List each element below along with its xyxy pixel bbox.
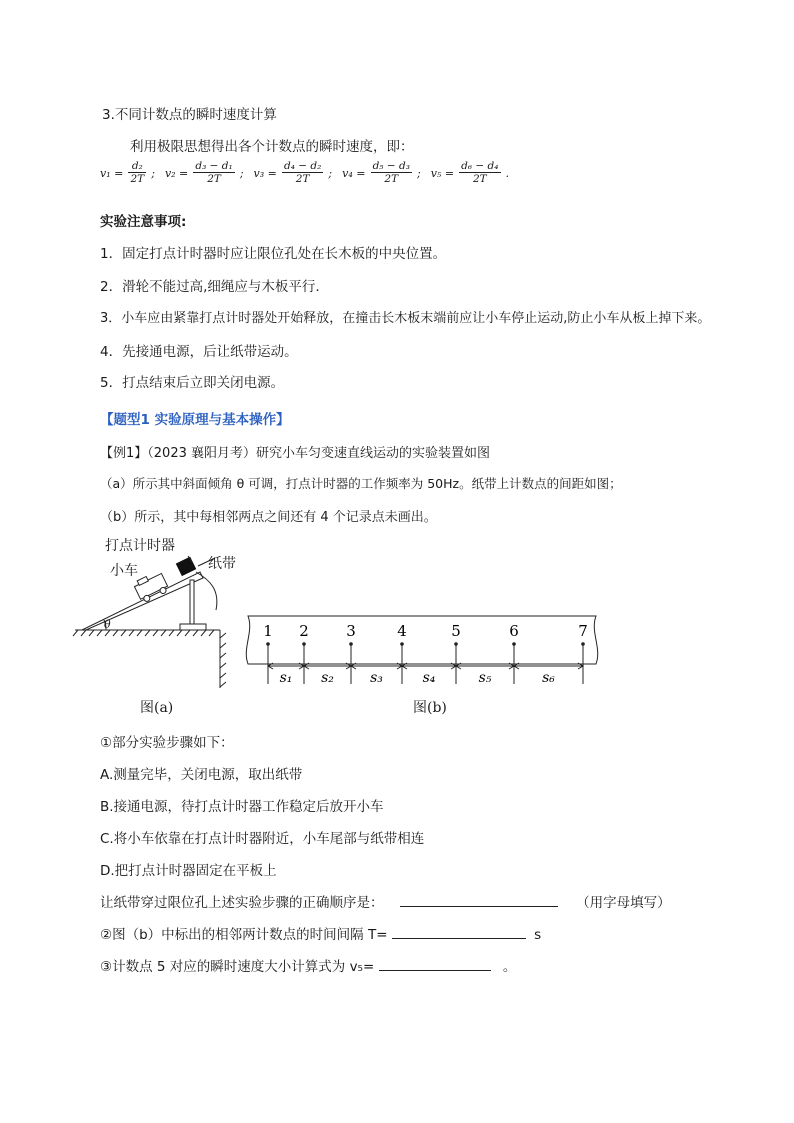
timer-label: 打点计时器	[105, 538, 175, 554]
q3-line	[100, 955, 516, 975]
figure-b-tape	[240, 612, 604, 692]
q2-answer-blank[interactable]	[392, 926, 526, 939]
tape-point-label: 7	[578, 622, 588, 640]
formula: v₃ = $\frac{\text{d₄ − d₂}}{2T}$ ;	[253, 160, 333, 185]
theta-label: θ	[104, 618, 111, 631]
example-line: 【例1】（2023 襄阳月考）研究小车匀变速直线运动的实验装置如图	[100, 446, 490, 461]
q2-text: ②图（b）中标出的相邻两计数点的时间间隔 T=	[100, 927, 388, 943]
formula: v₄ = $\frac{\text{d₅ − d₃}}{2T}$ ;	[342, 160, 421, 185]
note-item: 5．打点结束后立即关闭电源。	[100, 375, 285, 391]
section-intro: 利用极限思想得出各个计数点的瞬时速度，即：	[130, 139, 414, 155]
q3-answer-blank[interactable]	[379, 958, 491, 971]
post-base	[180, 624, 206, 630]
order-question-line	[100, 891, 671, 911]
segment-label: s₃	[370, 670, 383, 686]
formula: v₅ = $\frac{\text{d₆ − d₄}}{2T}$ .	[430, 160, 510, 185]
car-label: 小车	[110, 563, 138, 579]
section-heading: 3.不同计数点的瞬时速度计算	[102, 107, 277, 123]
step-item: A.测量完毕，关闭电源，取出纸带	[100, 767, 303, 783]
steps-intro: ①部分实验步骤如下：	[100, 735, 234, 751]
note-item: 1．固定打点计时器时应让限位孔处在长木板的中央位置。	[100, 246, 447, 262]
step-item: C.将小车依靠在打点计时器附近，小车尾部与纸带相连	[100, 831, 425, 847]
order-question: 让纸带穿过限位孔上述实验步骤的正确顺序是：	[100, 895, 384, 911]
example-line: （a）所示其中斜面倾角 θ 可调，打点计时器的工作频率为 50Hz。纸带上计数点的间距如图；	[100, 476, 622, 491]
timer	[176, 557, 197, 577]
q2-unit: s	[534, 927, 542, 943]
order-hint: （用字母填写）	[576, 895, 671, 911]
support-post	[190, 580, 194, 624]
segment-label: s₂	[321, 670, 334, 686]
step-item: D.把打点计时器固定在平板上	[100, 863, 277, 879]
note-item: 3．小车应由紧靠打点计时器处开始释放，在撞击长木板末端前应让小车停止运动,防止小车从板上掉下来。	[100, 311, 711, 326]
tape-point-label: 3	[346, 622, 356, 640]
figure-a-caption: 图(a)	[140, 700, 174, 716]
example-line: （b）所示，其中每相邻两点之间还有 4 个记录点未画出。	[100, 510, 437, 525]
segment-label: s₁	[279, 670, 293, 686]
tape-label: 纸带	[208, 556, 236, 572]
formula: v₂ = $\frac{\text{d₃ − d₁}}{2T}$ ;	[164, 160, 244, 185]
tape-point-label: 2	[299, 622, 309, 640]
ground	[73, 630, 226, 688]
tape-point-label: 5	[451, 622, 461, 640]
velocity-formulas	[100, 160, 509, 185]
formula: v₁ = $\frac{\text{d₂}}{2T}$ ;	[100, 160, 155, 185]
q3-end: 。	[502, 959, 517, 975]
note-item: 4．先接通电源，后让纸带运动。	[100, 344, 298, 360]
segment-label: s₅	[478, 670, 492, 686]
q3-text: ③计数点 5 对应的瞬时速度大小计算式为 v₅=	[100, 959, 375, 975]
tape-point-label: 1	[263, 622, 273, 640]
tape-point-label: 4	[397, 622, 407, 640]
step-item: B.接通电源，待打点计时器工作稳定后放开小车	[100, 799, 384, 815]
q2-line	[100, 923, 541, 943]
segment-label: s₆	[542, 670, 555, 686]
segment-label: s₄	[422, 670, 436, 686]
type-heading: 【题型1 实验原理与基本操作】	[100, 412, 290, 428]
notes-title: 实验注意事项:	[100, 214, 187, 230]
tape-point-label: 6	[509, 622, 519, 640]
order-answer-blank[interactable]	[400, 894, 558, 907]
figure-b-caption: 图(b)	[413, 700, 447, 716]
note-item: 2．滑轮不能过高,细绳应与木板平行.	[100, 279, 320, 295]
